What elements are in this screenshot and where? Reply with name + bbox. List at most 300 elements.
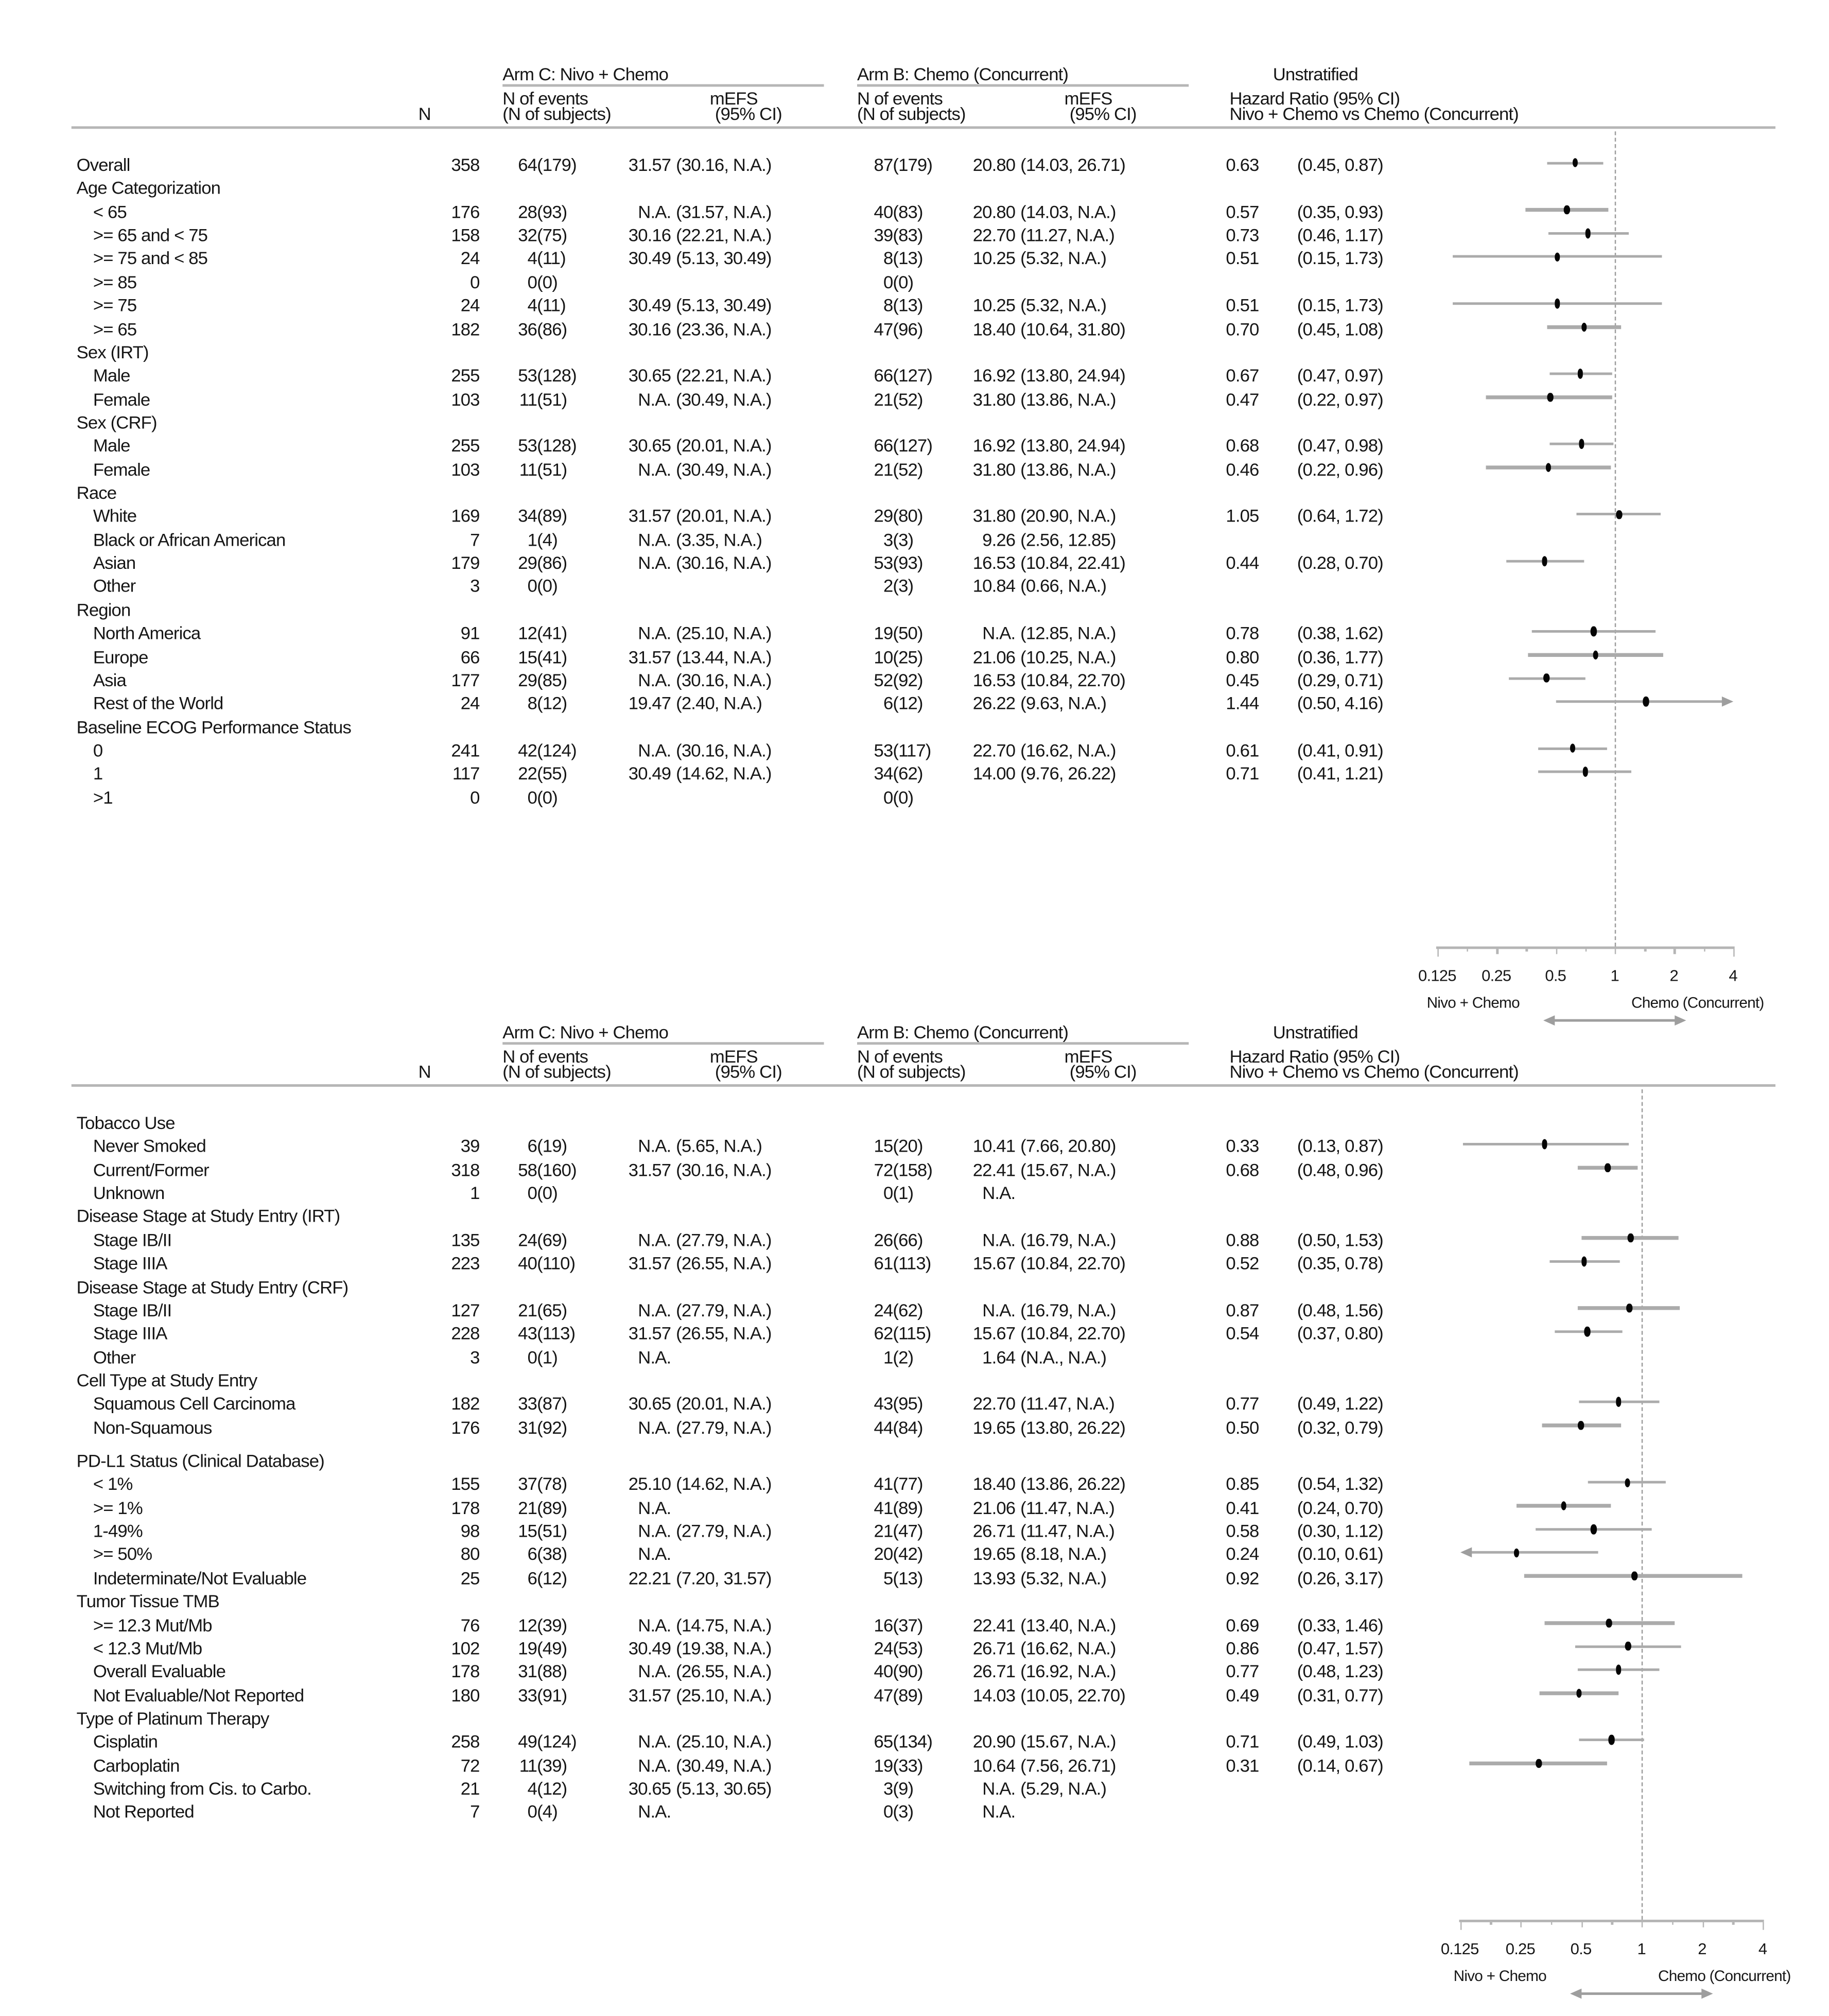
axis-tick-label: 0.25 xyxy=(1505,1940,1536,1958)
subgroup-row xyxy=(0,459,1829,482)
arm-c-mefs-value: 31.57 xyxy=(628,1159,671,1180)
arm-c-events-value: 0 xyxy=(527,1801,537,1822)
arm-c-events-value: 15 xyxy=(518,1520,537,1541)
hr-point-marker xyxy=(1584,1327,1590,1336)
arm-c-mefs-value: 30.16 xyxy=(628,318,671,339)
subgroup-row xyxy=(0,1755,1829,1778)
hazard-ratio-value: 0.70 xyxy=(1226,318,1259,339)
arm-c-mefs-value: 30.49 xyxy=(628,1638,671,1658)
arm-c-events-value: 4 xyxy=(527,294,537,316)
arm-c-subjects-value: (49) xyxy=(537,1638,567,1658)
hazard-ratio-value: 0.87 xyxy=(1226,1299,1259,1320)
arm-b-subjects-value: (89) xyxy=(893,1497,923,1518)
arm-b-mefs-ci: (10.64, 31.80) xyxy=(1020,318,1126,339)
arm-c-subjects-value: (85) xyxy=(537,669,567,690)
arm-c-mefs-value: 30.49 xyxy=(628,248,671,269)
arm-c-mefs-value: 25.10 xyxy=(628,1473,671,1494)
row-label: Type of Platinum Therapy xyxy=(76,1708,269,1729)
subgroup-row xyxy=(0,436,1829,459)
row-label: Male xyxy=(93,365,130,386)
direction-arrow xyxy=(1580,1993,1703,1995)
n-value: 103 xyxy=(451,388,480,409)
arm-c-mefs-ci: (3.35, N.A.) xyxy=(676,529,762,550)
arm-c-events-value: 64 xyxy=(518,154,537,175)
arm-b-events-value: 47 xyxy=(874,1684,893,1705)
arm-c-mefs-ci: (26.55, N.A.) xyxy=(676,1253,772,1274)
arm-c-events-value: 29 xyxy=(518,669,537,690)
row-label: Not Reported xyxy=(93,1801,194,1822)
row-label: Overall xyxy=(76,154,130,175)
row-label: Asian xyxy=(93,552,136,573)
arm-c-events-value: 0 xyxy=(527,271,537,292)
arm-b-mefs-value: 9.26 xyxy=(982,529,1016,550)
hazard-ratio-ci: (0.26, 3.17) xyxy=(1297,1567,1383,1588)
arm-c-subjects-value: (160) xyxy=(537,1159,577,1180)
arm-c-events-value: 21 xyxy=(518,1299,537,1320)
arm-b-subjects-value: (89) xyxy=(893,1684,923,1705)
arm-b-subjects-value: (83) xyxy=(893,201,923,222)
subgroup-row xyxy=(0,1544,1829,1567)
arm-b-mefs-ci: (13.80, 26.22) xyxy=(1020,1416,1126,1437)
axis-right-arm-label: Chemo (Concurrent) xyxy=(1658,1967,1791,1985)
arm-c-events-value: 6 xyxy=(527,1544,537,1565)
n-value: 182 xyxy=(451,1393,480,1414)
arm-c-mefs-ci: (13.44, N.A.) xyxy=(676,646,772,667)
arm-c-subjects-value: (12) xyxy=(537,1567,567,1588)
arm-b-subjects-label: (N of subjects) xyxy=(857,1061,966,1082)
arm-b-subjects-value: (52) xyxy=(893,459,923,479)
row-label: Unknown xyxy=(93,1183,165,1203)
arm-b-events-value: 19 xyxy=(874,1754,893,1776)
hazard-ratio-value: 0.71 xyxy=(1226,763,1259,784)
arm-b-header: Arm B: Chemo (Concurrent) xyxy=(857,1021,1069,1042)
subgroup-row xyxy=(0,318,1829,341)
arm-b-mefs-value: 10.41 xyxy=(972,1136,1016,1156)
subgroup-row xyxy=(0,506,1829,529)
arm-c-mefs-value: 31.57 xyxy=(628,1684,671,1705)
arm-c-mefs-value: N.A. xyxy=(638,529,671,550)
arm-c-events-value: 4 xyxy=(527,1778,537,1799)
arm-b-mefs-value: N.A. xyxy=(982,1778,1016,1799)
arm-c-subjects-value: (39) xyxy=(537,1614,567,1635)
n-value: 258 xyxy=(451,1731,480,1752)
row-label: Other xyxy=(93,576,136,597)
n-value: 127 xyxy=(451,1299,480,1320)
arm-c-ci95-label: (95% CI) xyxy=(715,1061,782,1082)
arm-c-mefs-ci: (30.16, N.A.) xyxy=(676,1159,772,1180)
n-value: 0 xyxy=(470,787,480,807)
arm-b-subjects-value: (84) xyxy=(893,1416,923,1437)
arm-b-events-value: 29 xyxy=(874,506,893,526)
arm-b-subjects-value: (52) xyxy=(893,388,923,409)
group-row xyxy=(0,717,1829,740)
row-label: Current/Former xyxy=(93,1159,209,1180)
hazard-ratio-value: 0.45 xyxy=(1226,669,1259,690)
arm-b-mefs-value: N.A. xyxy=(982,1183,1016,1203)
n-value: 76 xyxy=(460,1614,480,1635)
arm-c-events-value: 6 xyxy=(527,1136,537,1156)
arm-c-subjects-value: (128) xyxy=(537,435,577,456)
n-value: 98 xyxy=(460,1520,480,1541)
group-row xyxy=(0,1206,1829,1229)
ci-line xyxy=(1556,700,1725,703)
arm-b-events-value: 0 xyxy=(883,787,893,807)
arm-b-mefs-ci: (0.66, N.A.) xyxy=(1020,576,1107,597)
arm-b-subjects-value: (50) xyxy=(893,622,923,644)
arm-b-events-value: 0 xyxy=(883,1183,893,1203)
hr-point-marker xyxy=(1585,229,1591,238)
arm-c-mefs-ci: (27.79, N.A.) xyxy=(676,1520,772,1541)
hazard-ratio-value: 0.86 xyxy=(1226,1638,1259,1658)
arm-b-subjects-value: (95) xyxy=(893,1393,923,1414)
n-value: 72 xyxy=(460,1754,480,1776)
arm-c-mefs-value: 31.57 xyxy=(628,154,671,175)
arm-b-subjects-value: (3) xyxy=(893,529,914,550)
group-row xyxy=(0,178,1829,201)
n-column-header: N xyxy=(418,103,431,124)
hr-point-marker xyxy=(1564,205,1570,214)
hazard-ratio-ci: (0.45, 1.08) xyxy=(1297,318,1383,339)
n-value: 178 xyxy=(451,1497,480,1518)
arm-b-subjects-value: (53) xyxy=(893,1638,923,1658)
arm-b-subjects-value: (179) xyxy=(893,154,933,175)
arm-b-events-value: 47 xyxy=(874,318,893,339)
subgroup-row xyxy=(0,529,1829,552)
arm-c-subjects-value: (0) xyxy=(537,271,558,292)
hazard-ratio-ci: (0.33, 1.46) xyxy=(1297,1614,1383,1635)
row-label: Switching from Cis. to Carbo. xyxy=(93,1778,311,1799)
row-label: >= 65 and < 75 xyxy=(93,224,208,245)
hazard-ratio-ci: (0.24, 0.70) xyxy=(1297,1497,1383,1518)
arm-b-mefs-ci: (2.56, 12.85) xyxy=(1020,529,1116,550)
arm-b-subjects-value: (127) xyxy=(893,435,933,456)
row-label: Tumor Tissue TMB xyxy=(76,1591,219,1611)
arm-c-subjects-value: (0) xyxy=(537,576,558,597)
hazard-ratio-value: 0.61 xyxy=(1226,740,1259,760)
arm-c-subjects-value: (4) xyxy=(537,529,558,550)
arm-b-events-value: 43 xyxy=(874,1393,893,1414)
arm-b-mefs-value: 21.06 xyxy=(972,1497,1016,1518)
arm-b-mefs-ci: (11.27, N.A.) xyxy=(1020,224,1114,245)
arm-b-mefs-ci: (16.62, N.A.) xyxy=(1020,740,1116,760)
arm-b-events-value: 26 xyxy=(874,1229,893,1250)
arm-c-subjects-value: (11) xyxy=(537,294,566,316)
arm-b-mefs-value: 20.80 xyxy=(972,201,1016,222)
arm-b-mefs-ci: (5.32, N.A.) xyxy=(1020,248,1107,269)
arm-c-subjects-value: (86) xyxy=(537,552,567,573)
n-value: 3 xyxy=(470,576,480,597)
axis-tick-label: 1 xyxy=(1610,967,1619,985)
arm-c-subjects-value: (38) xyxy=(537,1544,567,1565)
arm-c-mefs-ci: (5.13, 30.49) xyxy=(676,294,772,316)
row-label: >= 85 xyxy=(93,271,137,292)
arm-b-subjects-value: (93) xyxy=(893,552,923,573)
arm-c-subjects-value: (51) xyxy=(537,388,567,409)
arm-b-events-value: 3 xyxy=(883,1778,893,1799)
subgroup-row xyxy=(0,763,1829,787)
row-label: 1 xyxy=(93,763,103,784)
row-label: < 1% xyxy=(93,1473,133,1494)
arm-b-subjects-value: (0) xyxy=(893,271,914,292)
hazard-ratio-value: 0.24 xyxy=(1226,1544,1259,1565)
arm-b-mefs-ci: (8.18, N.A.) xyxy=(1020,1544,1107,1565)
arm-b-underline xyxy=(857,84,1189,86)
arm-b-events-value: 24 xyxy=(874,1638,893,1658)
arm-c-events-value: 31 xyxy=(518,1661,537,1682)
hazard-ratio-value: 0.85 xyxy=(1226,1473,1259,1494)
hazard-ratio-value: 0.52 xyxy=(1226,1253,1259,1274)
subgroup-row xyxy=(0,1299,1829,1323)
arm-b-ci95-label: (95% CI) xyxy=(1069,1061,1137,1082)
n-value: 102 xyxy=(451,1638,480,1658)
arm-b-mefs-value: 15.67 xyxy=(972,1323,1016,1344)
hazard-ratio-ci: (0.32, 0.79) xyxy=(1297,1416,1383,1437)
arm-b-subjects-value: (25) xyxy=(893,646,923,667)
hr-point-marker xyxy=(1547,392,1553,402)
arm-b-mefs-value: 22.41 xyxy=(972,1614,1016,1635)
arm-b-mefs-ci: (5.29, N.A.) xyxy=(1020,1778,1107,1799)
axis-tick-label: 0.125 xyxy=(1418,967,1456,985)
group-row xyxy=(0,1450,1829,1473)
arm-b-mefs-ci: (10.25, N.A.) xyxy=(1020,646,1116,667)
arm-c-events-value: 28 xyxy=(518,201,537,222)
row-label: >= 75 xyxy=(93,294,137,316)
arm-c-subjects-value: (69) xyxy=(537,1229,567,1250)
hazard-ratio-ci: (0.15, 1.73) xyxy=(1297,248,1383,269)
arm-b-mefs-value: 15.67 xyxy=(972,1253,1016,1274)
row-label: >= 12.3 Mut/Mb xyxy=(93,1614,212,1635)
arm-c-mefs-value: N.A. xyxy=(638,1614,671,1635)
arm-c-mefs-value: N.A. xyxy=(638,1497,671,1518)
arm-c-subjects-value: (92) xyxy=(537,1416,567,1437)
arm-b-events-value: 39 xyxy=(874,224,893,245)
arm-c-events-value: 0 xyxy=(527,1346,537,1367)
arm-c-mefs-value: 31.57 xyxy=(628,506,671,526)
hr-point-marker xyxy=(1643,697,1649,706)
arm-b-events-value: 34 xyxy=(874,763,893,784)
n-column-header: N xyxy=(418,1061,431,1082)
arm-b-mefs-value: N.A. xyxy=(982,1299,1016,1320)
axis-tick-label: 0.5 xyxy=(1570,1940,1592,1958)
hazard-ratio-value: 0.51 xyxy=(1226,248,1259,269)
arm-c-subjects-value: (0) xyxy=(537,787,558,807)
arm-b-events-value: 2 xyxy=(883,576,893,597)
hazard-ratio-value: 0.73 xyxy=(1226,224,1259,245)
arm-c-mefs-ci: (14.62, N.A.) xyxy=(676,1473,772,1494)
subgroup-row xyxy=(0,787,1829,810)
hazard-ratio-ci: (0.35, 0.93) xyxy=(1297,201,1383,222)
arm-b-mefs-ci: (13.86, N.A.) xyxy=(1020,388,1116,409)
group-row xyxy=(0,412,1829,435)
arm-b-events-value: 16 xyxy=(874,1614,893,1635)
row-label: Female xyxy=(93,459,150,479)
arm-b-subjects-value: (42) xyxy=(893,1544,923,1565)
arm-b-mefs-value: 20.80 xyxy=(972,154,1016,175)
n-value: 255 xyxy=(451,435,480,456)
arm-b-events-value: 8 xyxy=(883,248,893,269)
subgroup-row xyxy=(0,248,1829,271)
hazard-ratio-ci: (0.38, 1.62) xyxy=(1297,622,1383,644)
arm-b-mefs-value: 31.80 xyxy=(972,388,1016,409)
arm-c-mefs-ci: (30.49, N.A.) xyxy=(676,388,772,409)
subgroup-row xyxy=(0,1497,1829,1520)
arm-c-subjects-value: (55) xyxy=(537,763,567,784)
n-value: 80 xyxy=(460,1544,480,1565)
n-value: 255 xyxy=(451,365,480,386)
row-label: Stage IIIA xyxy=(93,1253,167,1274)
subgroup-row xyxy=(0,740,1829,763)
axis-tick-label: 0.25 xyxy=(1482,967,1511,985)
n-value: 66 xyxy=(460,646,480,667)
arm-b-mefs-ci: (14.03, N.A.) xyxy=(1020,201,1116,222)
arm-c-mefs-value: 30.65 xyxy=(628,435,671,456)
hazard-ratio-value: 0.67 xyxy=(1226,365,1259,386)
arm-b-mefs-ci: (N.A., N.A.) xyxy=(1020,1346,1107,1367)
arm-c-mefs-value: N.A. xyxy=(638,1544,671,1565)
arm-b-mefs-ci: (14.03, 26.71) xyxy=(1020,154,1126,175)
arm-b-subjects-value: (20) xyxy=(893,1136,923,1156)
row-label: < 12.3 Mut/Mb xyxy=(93,1638,202,1658)
reference-line-hr1 xyxy=(1642,1089,1643,1920)
hazard-ratio-value: 0.41 xyxy=(1226,1497,1259,1518)
arm-c-mefs-ci: (14.75, N.A.) xyxy=(676,1614,772,1635)
axis-tick xyxy=(1437,948,1439,956)
row-label: Disease Stage at Study Entry (CRF) xyxy=(76,1276,349,1297)
arm-b-events-value: 24 xyxy=(874,1299,893,1320)
arm-c-subjects-value: (93) xyxy=(537,201,567,222)
subgroup-row xyxy=(0,1393,1829,1416)
arm-c-subjects-value: (91) xyxy=(537,1684,567,1705)
arm-b-mefs-value: 10.25 xyxy=(972,294,1016,316)
subgroup-row xyxy=(0,201,1829,224)
arm-b-subjects-value: (3) xyxy=(893,576,914,597)
n-value: 7 xyxy=(470,529,480,550)
arm-c-events-value: 53 xyxy=(518,435,537,456)
arm-c-events-label: N of events xyxy=(502,88,588,109)
arm-c-subjects-value: (87) xyxy=(537,1393,567,1414)
arm-c-mefs-ci: (5.13, 30.65) xyxy=(676,1778,772,1799)
arm-b-subjects-value: (113) xyxy=(893,1253,931,1274)
hazard-ratio-value: 1.44 xyxy=(1226,693,1259,714)
subgroup-row xyxy=(0,224,1829,248)
arm-b-events-value: 0 xyxy=(883,1801,893,1822)
arm-c-mefs-value: N.A. xyxy=(638,1731,671,1752)
hr-point-marker xyxy=(1624,1478,1630,1487)
arm-b-subjects-label: (N of subjects) xyxy=(857,103,966,124)
arm-b-mefs-label: mEFS xyxy=(1064,88,1112,109)
subgroup-row xyxy=(0,670,1829,693)
arm-c-mefs-ci: (26.55, N.A.) xyxy=(676,1323,772,1344)
arm-c-mefs-ci: (25.10, N.A.) xyxy=(676,622,772,644)
arm-c-mefs-value: N.A. xyxy=(638,1520,671,1541)
hazard-ratio-value: 0.80 xyxy=(1226,646,1259,667)
group-row xyxy=(0,342,1829,365)
hazard-ratio-ci: (0.15, 1.73) xyxy=(1297,294,1383,316)
arm-c-events-value: 11 xyxy=(519,388,537,409)
arm-c-mefs-value: N.A. xyxy=(638,1346,671,1367)
n-value: 223 xyxy=(451,1253,480,1274)
arm-c-subjects-value: (78) xyxy=(537,1473,567,1494)
n-value: 135 xyxy=(451,1229,480,1250)
arm-c-events-value: 6 xyxy=(527,1567,537,1588)
subgroup-row xyxy=(0,1614,1829,1638)
arm-c-mefs-ci: (30.16, N.A.) xyxy=(676,740,772,760)
hazard-ratio-ci: (0.50, 4.16) xyxy=(1297,693,1383,714)
arm-c-mefs-ci: (5.13, 30.49) xyxy=(676,248,772,269)
arm-b-subjects-value: (13) xyxy=(893,248,923,269)
arm-c-subjects-value: (89) xyxy=(537,506,567,526)
hazard-ratio-ci: (0.48, 0.96) xyxy=(1297,1159,1383,1180)
hazard-ratio-ci: (0.22, 0.96) xyxy=(1297,459,1383,479)
arm-b-mefs-ci: (15.67, N.A.) xyxy=(1020,1731,1116,1752)
forest-panel-bottom xyxy=(0,958,1829,2015)
arm-b-subjects-value: (47) xyxy=(893,1520,923,1541)
arm-b-events-value: 41 xyxy=(874,1473,893,1494)
n-value: 3 xyxy=(470,1346,480,1367)
hazard-ratio-ci: (0.22, 0.97) xyxy=(1297,388,1383,409)
hazard-ratio-ci: (0.47, 0.98) xyxy=(1297,435,1383,456)
arm-b-subjects-value: (33) xyxy=(893,1754,923,1776)
arm-b-mefs-ci: (10.84, 22.70) xyxy=(1020,1323,1126,1344)
axis-tick-label: 0.5 xyxy=(1545,967,1566,985)
ci-arrow-right xyxy=(1721,696,1733,706)
arm-c-mefs-value: 30.65 xyxy=(628,1393,671,1414)
arm-b-mefs-ci: (11.47, N.A.) xyxy=(1020,1497,1114,1518)
arm-c-mefs-ci: (19.38, N.A.) xyxy=(676,1638,772,1658)
axis-tick xyxy=(1733,948,1735,956)
arm-b-mefs-ci: (20.90, N.A.) xyxy=(1020,506,1116,526)
subgroup-row xyxy=(0,1568,1829,1591)
subgroup-row xyxy=(0,1159,1829,1183)
arm-c-mefs-value: 30.49 xyxy=(628,763,671,784)
hazard-ratio-ci: (0.46, 1.17) xyxy=(1297,224,1383,245)
arm-b-mefs-ci: (10.84, 22.70) xyxy=(1020,669,1126,690)
arm-c-events-value: 40 xyxy=(518,1253,537,1274)
hazard-ratio-value: 0.47 xyxy=(1226,388,1259,409)
subgroup-row xyxy=(0,1661,1829,1684)
row-label: Stage IIIA xyxy=(93,1323,167,1344)
arm-b-header: Arm B: Chemo (Concurrent) xyxy=(857,63,1069,84)
row-label: Male xyxy=(93,435,130,456)
subgroup-row xyxy=(0,271,1829,294)
n-value: 7 xyxy=(470,1801,480,1822)
axis-minor-tick xyxy=(1526,948,1528,952)
arm-c-mefs-value: N.A. xyxy=(638,459,671,479)
subgroup-row xyxy=(0,389,1829,412)
hazard-ratio-ci: (0.37, 0.80) xyxy=(1297,1323,1383,1344)
unstratified-label: Unstratified xyxy=(1273,1021,1358,1042)
arm-c-subjects-value: (89) xyxy=(537,1497,567,1518)
axis-tick-label: 4 xyxy=(1729,967,1737,985)
row-label: >= 50% xyxy=(93,1544,152,1565)
arm-c-events-value: 31 xyxy=(518,1416,537,1437)
axis-tick xyxy=(1581,1922,1582,1927)
arm-b-subjects-value: (115) xyxy=(893,1323,931,1344)
arm-c-subjects-value: (86) xyxy=(537,318,567,339)
arm-c-subjects-value: (12) xyxy=(537,693,567,714)
arm-c-events-value: 34 xyxy=(518,506,537,526)
arm-c-mefs-ci: (5.65, N.A.) xyxy=(676,1136,762,1156)
n-value: 1 xyxy=(470,1183,480,1203)
arm-b-mefs-ci: (16.62, N.A.) xyxy=(1020,1638,1116,1658)
arm-c-mefs-value: N.A. xyxy=(638,622,671,644)
hazard-ratio-ci: (0.64, 1.72) xyxy=(1297,506,1383,526)
arm-c-mefs-value: N.A. xyxy=(638,1416,671,1437)
arm-c-events-value: 11 xyxy=(519,1754,537,1776)
hazard-ratio-value: 0.31 xyxy=(1226,1754,1259,1776)
arm-b-events-value: 10 xyxy=(874,646,893,667)
arm-c-events-value: 33 xyxy=(518,1684,537,1705)
